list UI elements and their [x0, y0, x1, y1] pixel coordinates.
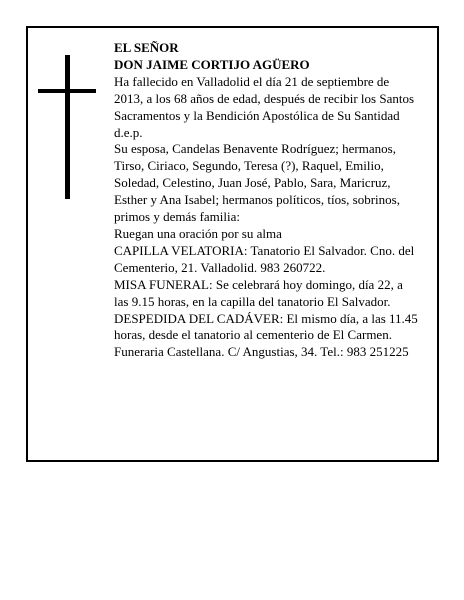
death-announcement: Ha fallecido en Valladolid el día 21 de septiembre de 2013, a los 68 años de edad, después de recibir los Santos Sacramentos y la Bendición Apostólica de Su Santidad [114, 73, 415, 123]
notice-text [114, 40, 418, 361]
deceased-name: DON JAIME CORTIJO AGÜERO [114, 56, 310, 72]
farewell-info: DESPEDIDA DEL CADÁVER: El mismo día, a las 11.45 horas, desde el tanatorio al cementerio de El Carmen. [114, 310, 418, 343]
family-list: Su esposa, Candelas Benavente Rodríguez; hermanos, Tirso, Ciriaco, Segundo, Teresa (?), Raquel, Emilio, Soledad, Celestino, Juan José, Pablo, Sara, Maricruz, Esther y Ana Isabel; hermanos políticos, tíos, sobrinos, primos y demás familia: [114, 141, 400, 225]
cross-icon [38, 55, 96, 199]
chapel-info: CAPILLA VELATORIA: Tanatorio El Salvador. Cno. del Cementerio, 21. Valladolid. 983 260722. [114, 242, 415, 275]
cross-horizontal-bar [38, 89, 96, 93]
prayer-request: Ruegan una oración por su alma [114, 225, 282, 241]
funeral-mass-info: MISA FUNERAL: Se celebrará hoy domingo, día 22, a las 9.15 horas, en la capilla del tanatorio El Salvador. [114, 276, 403, 309]
obituary-notice [26, 26, 439, 462]
funeral-home-info: Funeraria Castellana. C/ Angustias, 34. Tel.: 983 251225 [114, 344, 409, 360]
notice-title-line-1: EL SEÑOR [114, 40, 179, 55]
rip-text: d.e.p. [114, 124, 143, 140]
cross-vertical-bar [65, 55, 70, 199]
